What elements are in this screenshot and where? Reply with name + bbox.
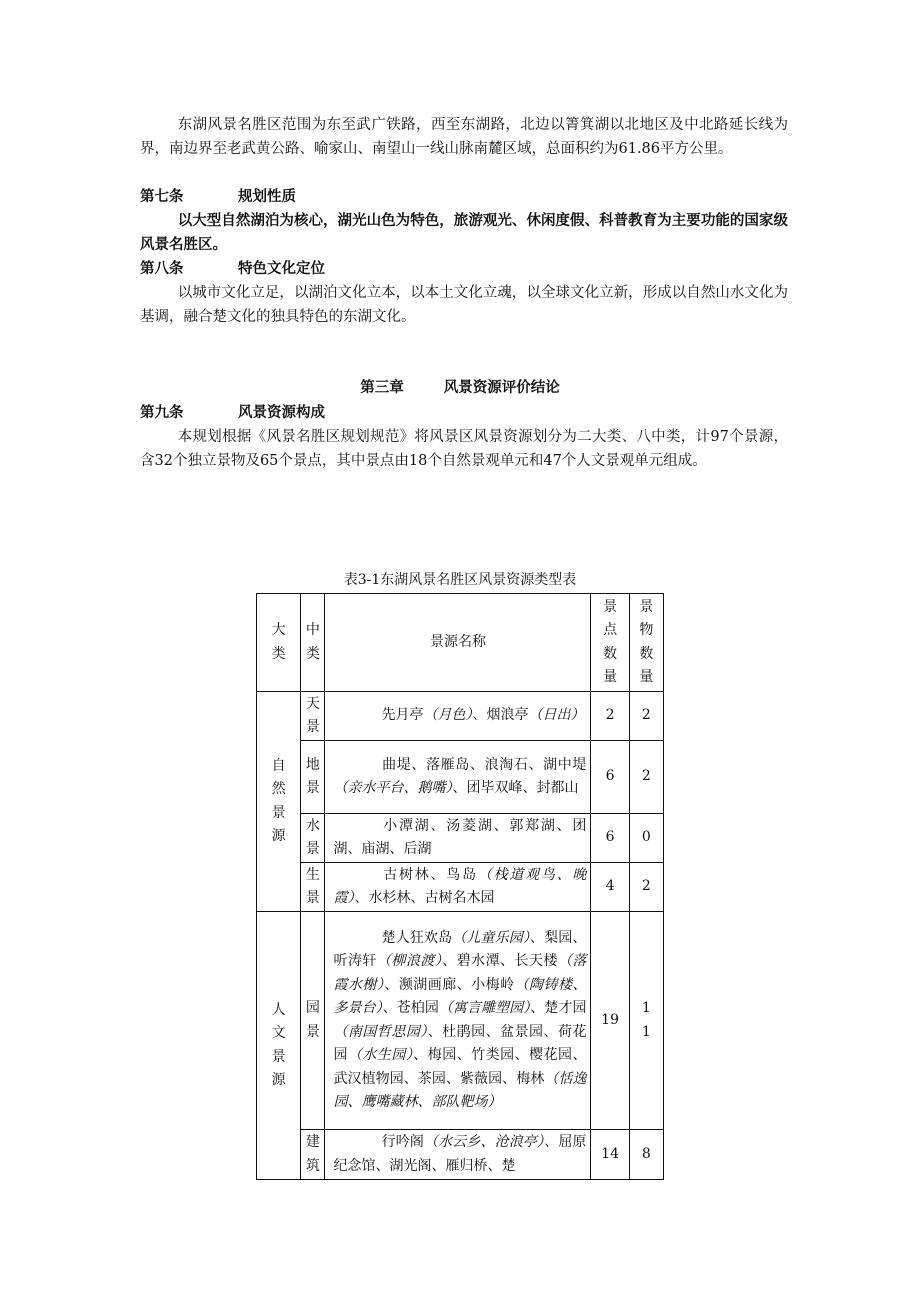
resource-names-cell (325, 692, 591, 741)
resource-annotation: （亲水平台、鹅嘴） (333, 780, 453, 796)
resource-annotation: （寓言雕塑园） (438, 1000, 531, 1016)
resource-names-cell (325, 741, 591, 814)
resource-annotation: （儿童乐园） (452, 929, 531, 946)
resource-name-text: 楚人狂欢岛 (381, 929, 453, 946)
table-row (257, 863, 664, 912)
middle-category-cell: 生景 (301, 863, 325, 912)
spot-count-cell: 2 (591, 692, 629, 741)
resource-annotation: （水生园） (347, 1047, 414, 1063)
header-middle: 中类 (301, 594, 325, 692)
article7-number: 第七条 (140, 189, 184, 205)
article8-body: 以城市文化立足，以湖泊文化立本，以本土文化立魂，以全球文化立新，形成以自然山水文化为基调，融合楚文化的独具特色的东湖文化。 (140, 285, 788, 325)
resource-annotation: （柳浪渡） (376, 953, 443, 969)
article9-title: 风景资源构成 (238, 405, 325, 421)
resource-annotation: （陶铸楼、多景台） (333, 976, 587, 1016)
resource-name-text: 、杜鹃园、盆景园、荷花园 (333, 1023, 587, 1063)
spot-count-cell: 14 (591, 1130, 629, 1180)
resource-names-cell (325, 863, 591, 912)
resource-name-text: 、梨园、听涛轩 (333, 929, 587, 969)
article7-title: 规划性质 (238, 189, 296, 205)
resource-name-text: 先月亭 (381, 707, 424, 724)
object-count-cell: 2 (629, 741, 663, 814)
article7-body: 以大型自然湖泊为核心，湖光山色为特色，旅游观光、休闲度假、科普教育为主要功能的国家级风景名胜区。 (140, 213, 788, 253)
resource-name-text: 行吟阁 (381, 1134, 425, 1150)
chapter-number: 第三章 (360, 380, 404, 396)
table-caption: 表3-1东湖风景名胜区风景资源类型表 (343, 572, 577, 588)
resource-name-text: 、濒湖画廊、小梅岭 (384, 976, 515, 993)
resource-name-text: 古树林、鸟岛 (381, 866, 478, 883)
header-objects: 景物数量 (629, 594, 663, 692)
resource-names-cell (325, 1130, 591, 1180)
intro-paragraph: 东湖风景名胜区范围为东至武广铁路，西至东湖路，北边以箐箕湖以北地区及中北路延长线为界，南边界至老武黄公路、喻家山、南望山一线山脉南麓区域，总面积约为61.86平方公里。 (140, 117, 788, 157)
object-count-cell: 11 (629, 912, 663, 1130)
article8-title: 特色文化定位 (238, 261, 325, 277)
chapter-title: 风景资源评价结论 (443, 380, 560, 396)
table-row (257, 912, 664, 1130)
object-count-cell: 0 (629, 814, 663, 863)
resource-names-cell (325, 912, 591, 1130)
spot-count-cell: 6 (591, 814, 629, 863)
resource-name-text: 、烟浪亭 (472, 707, 529, 724)
middle-category-cell: 天景 (301, 692, 325, 741)
resource-annotation: （栈道观鸟、晚霞） (333, 866, 587, 906)
resource-name-text: 、楚才园 (530, 1000, 587, 1016)
resource-annotation: （恬逸园、鹰嘴藏林、部队靶场） (333, 1070, 587, 1110)
article8-heading (140, 257, 325, 281)
resource-table (256, 593, 664, 1180)
table-row (257, 1130, 664, 1180)
resource-names-cell (325, 814, 591, 863)
major-category-cell: 自然景源 (257, 692, 301, 912)
article8-number: 第八条 (140, 261, 184, 277)
resource-name-text: 、水杉林、古树名木园 (354, 890, 495, 906)
resource-annotation: （水云乡、沧浪亭） (424, 1134, 545, 1150)
article9-number: 第九条 (140, 405, 184, 421)
resource-annotation: （日出） (528, 707, 585, 724)
resource-annotation: （落霞水榭） (333, 953, 587, 993)
resource-name-text: 、梅园、竹类园、樱花园、武汉植物园、茶园、紫薇园、梅林 (333, 1047, 587, 1087)
resource-name-text: 、屈原纪念馆、湖光阁、雁归桥、楚 (333, 1134, 587, 1174)
object-count-cell: 2 (629, 692, 663, 741)
spot-count-cell: 19 (591, 912, 629, 1130)
header-major: 大类 (257, 594, 301, 692)
table-row (257, 814, 664, 863)
header-spots: 景点数量 (591, 594, 629, 692)
middle-category-cell: 水景 (301, 814, 325, 863)
article9-body: 本规划根据《风景名胜区规划规范》将风景区风景资源划分为二大类、八中类，计97个景源，含32个独立景物及65个景点，其中景点由18个自然景观单元和47个人文景观单元组成。 (140, 429, 788, 469)
middle-category-cell: 建筑 (301, 1130, 325, 1180)
chapter-heading (0, 376, 920, 400)
table-row (257, 692, 664, 741)
resource-annotation: （南国哲思园） (333, 1023, 428, 1040)
resource-annotation: （月色） (423, 707, 473, 724)
header-name: 景源名称 (325, 594, 591, 692)
article9-heading (140, 401, 325, 425)
resource-name-text: 、团毕双峰、封都山 (452, 780, 579, 796)
table-row (257, 741, 664, 814)
resource-name-text: 、碧水潭、长天楼 (442, 953, 558, 969)
major-category-cell: 人文景源 (257, 912, 301, 1180)
middle-category-cell: 园景 (301, 912, 325, 1130)
article7-heading (140, 185, 296, 209)
object-count-cell: 2 (629, 863, 663, 912)
table-header-row (257, 594, 664, 692)
resource-name-text: 、苍柏园 (382, 1000, 439, 1016)
table-body (257, 692, 664, 1180)
object-count-cell: 8 (629, 1130, 663, 1180)
resource-name-text: 曲堤、落雁岛、浪淘石、湖中堤 (381, 756, 587, 773)
middle-category-cell: 地景 (301, 741, 325, 814)
spot-count-cell: 6 (591, 741, 629, 814)
resource-name-text: 小潭湖、汤菱湖、郭郑湖、团湖、庙湖、后湖 (333, 817, 587, 857)
spot-count-cell: 4 (591, 863, 629, 912)
